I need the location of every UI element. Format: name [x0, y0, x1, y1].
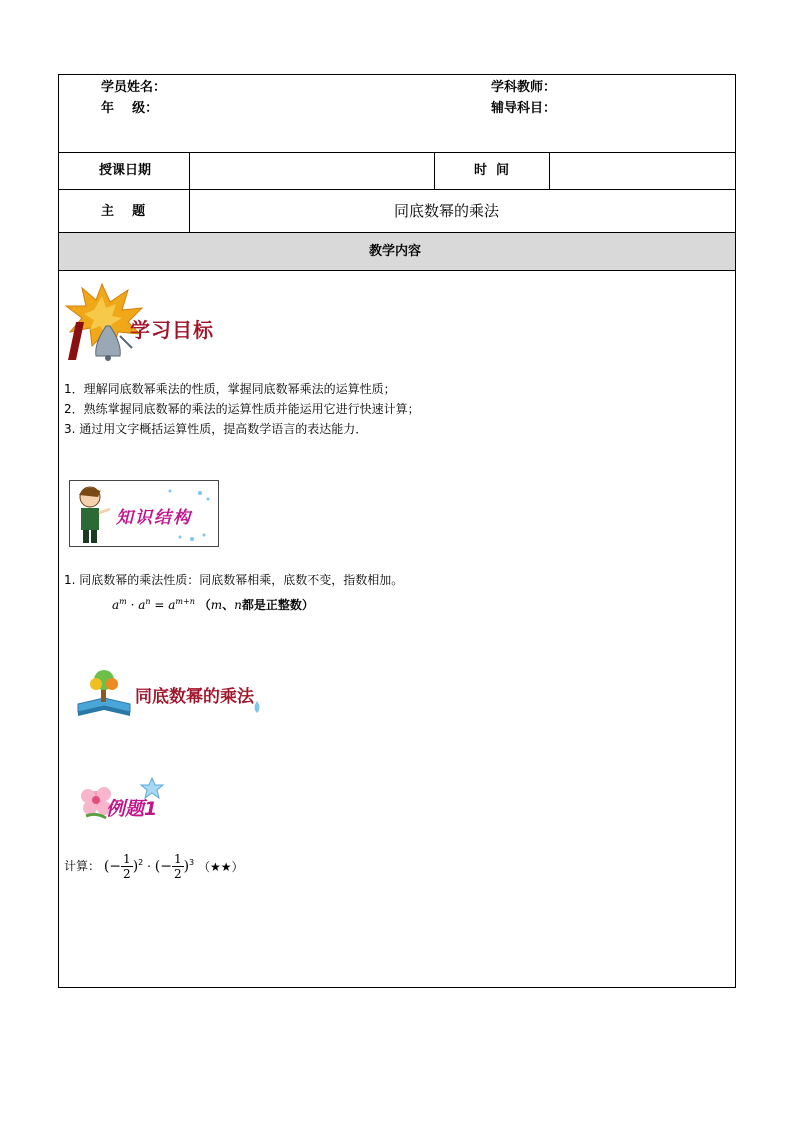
formula-base: a — [138, 598, 146, 612]
grade-label: 年 级： — [101, 101, 159, 116]
objective-item: 2．熟练掌握同底数幂的乘法的运算性质并能运用它进行快速计算； — [64, 402, 420, 416]
column-divider — [434, 152, 435, 189]
formula-base: a — [168, 598, 176, 612]
book-tree-icon — [74, 668, 134, 718]
section-banner-text: 同底数幂的乘法 — [135, 687, 254, 707]
row-divider — [58, 152, 736, 153]
knowledge-banner-frame — [69, 480, 219, 547]
example-banner-text: 例题1 — [106, 798, 158, 820]
difficulty-stars: （★★） — [197, 860, 244, 874]
row-divider — [58, 189, 736, 190]
objective-item: 3. 通过用文字概括运算性质，提高数学语言的表达能力． — [64, 422, 368, 436]
column-divider — [189, 152, 190, 232]
time-label: 时 间 — [474, 163, 510, 178]
example-problem: 计算： (− $\frac{1}{2}$ )$^2$ · (− $\frac{1}{2}$ )$^3$ （★★） — [64, 852, 244, 881]
date-label: 授课日期 — [99, 163, 152, 178]
tutoring-subject-label: 辅导科目： — [491, 101, 557, 116]
fraction: $\frac{1}{2}$ — [123, 852, 131, 881]
objective-item: 1．理解同底数幂乘法的性质，掌握同底数幂乘法的运算性质； — [64, 382, 396, 396]
subject-teacher-label: 学科教师： — [491, 80, 557, 95]
exponent: 2 — [138, 858, 144, 867]
droplet-icon — [250, 700, 264, 714]
topic-title: 同底数幂的乘法 — [394, 202, 500, 220]
knowledge-point: 1. 同底数幂的乘法性质：同底数幂相乘，底数不变，指数相加。 — [64, 573, 404, 587]
fraction: $\frac{1}{2}$ — [173, 852, 182, 881]
exponent: 3 — [189, 858, 195, 867]
knowledge-banner-text: 知识结构 — [116, 508, 192, 528]
student-name-label: 学员姓名： — [101, 80, 167, 95]
row-divider — [58, 270, 736, 271]
objectives-banner-text: 学习目标 — [130, 318, 214, 342]
formula-exponent: n — [145, 597, 151, 606]
formula-exponent: m+n — [175, 597, 195, 606]
topic-label: 主 题 — [101, 204, 146, 219]
content-header: 教学内容 — [369, 244, 422, 259]
calc-label: 计算： — [64, 859, 101, 873]
multiplication-formula: $a^m \cdot a^n = a^{m+n}$ （m、n都是正整数） — [112, 597, 314, 612]
student-cartoon-icon — [72, 483, 112, 545]
formula-note: （m、n都是正整数） — [198, 598, 314, 612]
formula-exponent: m — [119, 597, 127, 606]
formula-base: a — [112, 598, 120, 612]
column-divider — [549, 152, 550, 189]
